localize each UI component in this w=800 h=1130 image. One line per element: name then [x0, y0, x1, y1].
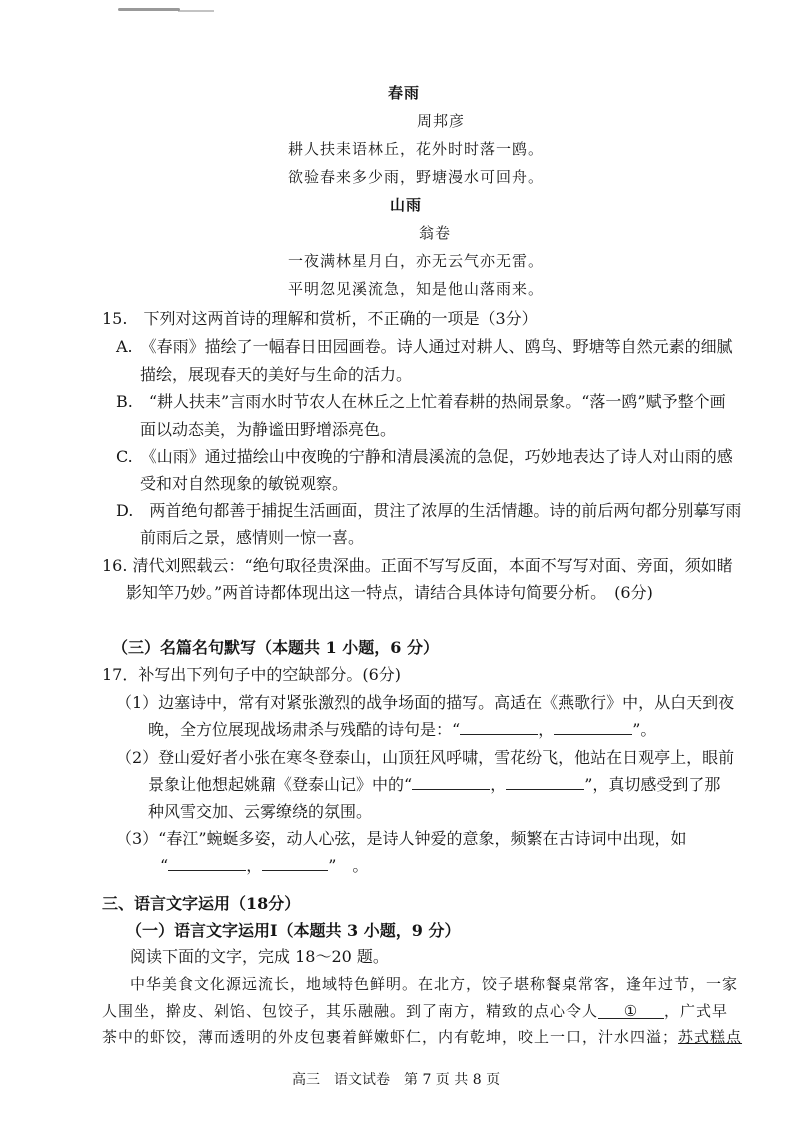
q15-option-b: B. “耕人扶耒”言雨水时节农人在林丘之上忙着春耕的热闹景象。“落一鸥”赋予整个画 [116, 392, 726, 411]
reading-instruction: 阅读下面的文字，完成 18～20 题。 [130, 947, 389, 966]
passage-blank-1[interactable]: ① [598, 1000, 664, 1019]
q17-part2-cont2: 种风雪交加、云雾缭绕的氛围。 [148, 802, 373, 821]
q15-option-c: C. 《山雨》通过描绘山中夜晚的宁静和清晨溪流的急促，巧妙地表达了诗人对山雨的感 [116, 447, 733, 466]
answer-blank[interactable] [262, 856, 328, 871]
answer-blank[interactable] [460, 720, 538, 735]
passage-line1: 中华美食文化源远流长，地域特色鲜明。在北方，饺子堪称餐桌常客，逢年过节，一家 [130, 975, 739, 993]
q15-option-b-cont: 面以动态美，为静谧田野增添亮色。 [140, 420, 397, 439]
q15-option-a-cont: 描绘，展现春天的美好与生命的活力。 [140, 365, 413, 384]
poem2-line2: 平明忽见溪流急，知是他山落雨来。 [288, 280, 545, 298]
poem1-line1: 耕人扶耒语林丘，花外时时落一鸥。 [288, 140, 545, 158]
poem1-title: 春雨 [388, 84, 421, 102]
q15-option-d: D. 两首绝句都善于捕捉生活画面，贯注了浓厚的生活情趣。诗的前后两句都分别摹写雨 [116, 501, 742, 520]
passage-line3: 茶中的虾饺，薄而透明的外皮包裹着鲜嫩虾仁，内有乾坤，咬上一口，汁水四溢；苏式糕点 [102, 1028, 743, 1046]
q16-line1: 16. 清代刘熙载云：“绝句取径贵深曲。正面不写写反面，本面不写写对面、旁面，须如睹 [102, 556, 733, 575]
answer-blank[interactable] [168, 856, 246, 871]
q17-part1: （1）边塞诗中，常有对紧张激烈的战争场面的描写。高适在《燕歌行》中，从白天到夜 [116, 693, 735, 712]
section3-heading: 三、语言文字运用（18分） [102, 894, 301, 913]
poem2-line1: 一夜满林星月白，亦无云气亦无雷。 [288, 252, 545, 270]
q17-part3: （3）“春江”蜿蜒多姿，动人心弦，是诗人钟爱的意象，频繁在古诗词中出现，如 [116, 829, 687, 848]
q17-part1-cont: 晚，全方位展现战场肃杀与残酷的诗句是：“ ， ”。 [148, 720, 657, 739]
scan-mark [118, 8, 180, 11]
q15-option-d-cont: 前雨后之景，感情则一惊一喜。 [140, 528, 365, 547]
q16-line2: 影知竿乃妙。”两首诗都体现出这一特点，请结合具体诗句简要分析。 (6分) [126, 583, 653, 602]
section-san-heading: （三）名篇名句默写（本题共 1 小题，6 分） [112, 638, 439, 657]
answer-blank[interactable] [554, 720, 632, 735]
answer-blank[interactable] [506, 775, 584, 790]
scan-mark [178, 10, 214, 12]
q15-stem: 15. 下列对这两首诗的理解和赏析，不正确的一项是（3分） [102, 309, 538, 328]
section3-sub-heading: （一）语言文字运用Ⅰ（本题共 3 小题，9 分） [126, 921, 461, 940]
q17-part2-cont: 景象让他想起姚鼐《登泰山记》中的“ ， ”，真切感受到了那 [148, 775, 721, 794]
underlined-phrase: 苏式糕点 [678, 1028, 743, 1046]
passage-line2: 人围坐，擀皮、剁馅、包饺子，其乐融融。到了南方，精致的点心令人 ① ，广式早 [102, 1002, 729, 1020]
poem1-line2: 欲验春来多少雨，野塘漫水可回舟。 [288, 168, 545, 186]
poem2-title: 山雨 [390, 196, 423, 214]
q15-option-c-cont: 受和对自然现象的敏锐观察。 [140, 474, 349, 493]
page-footer: 高三 语文试卷 第 7 页 共 8 页 [292, 1072, 501, 1088]
q17-stem: 17．补写出下列句子中的空缺部分。(6分) [102, 665, 402, 684]
q15-option-a: A. 《春雨》描绘了一幅春日田园画卷。诗人通过对耕人、鸥鸟、野塘等自然元素的细腻 [116, 337, 733, 356]
answer-blank[interactable] [412, 775, 490, 790]
q17-part3-cont: “ ， ” 。 [160, 856, 369, 875]
q17-part2: （2）登山爱好者小张在寒冬登泰山，山顶狂风呼啸，雪花纷飞，他站在日观亭上，眼前 [116, 748, 735, 767]
poem1-author: 周邦彦 [417, 112, 466, 130]
poem2-author: 翁卷 [419, 224, 452, 242]
